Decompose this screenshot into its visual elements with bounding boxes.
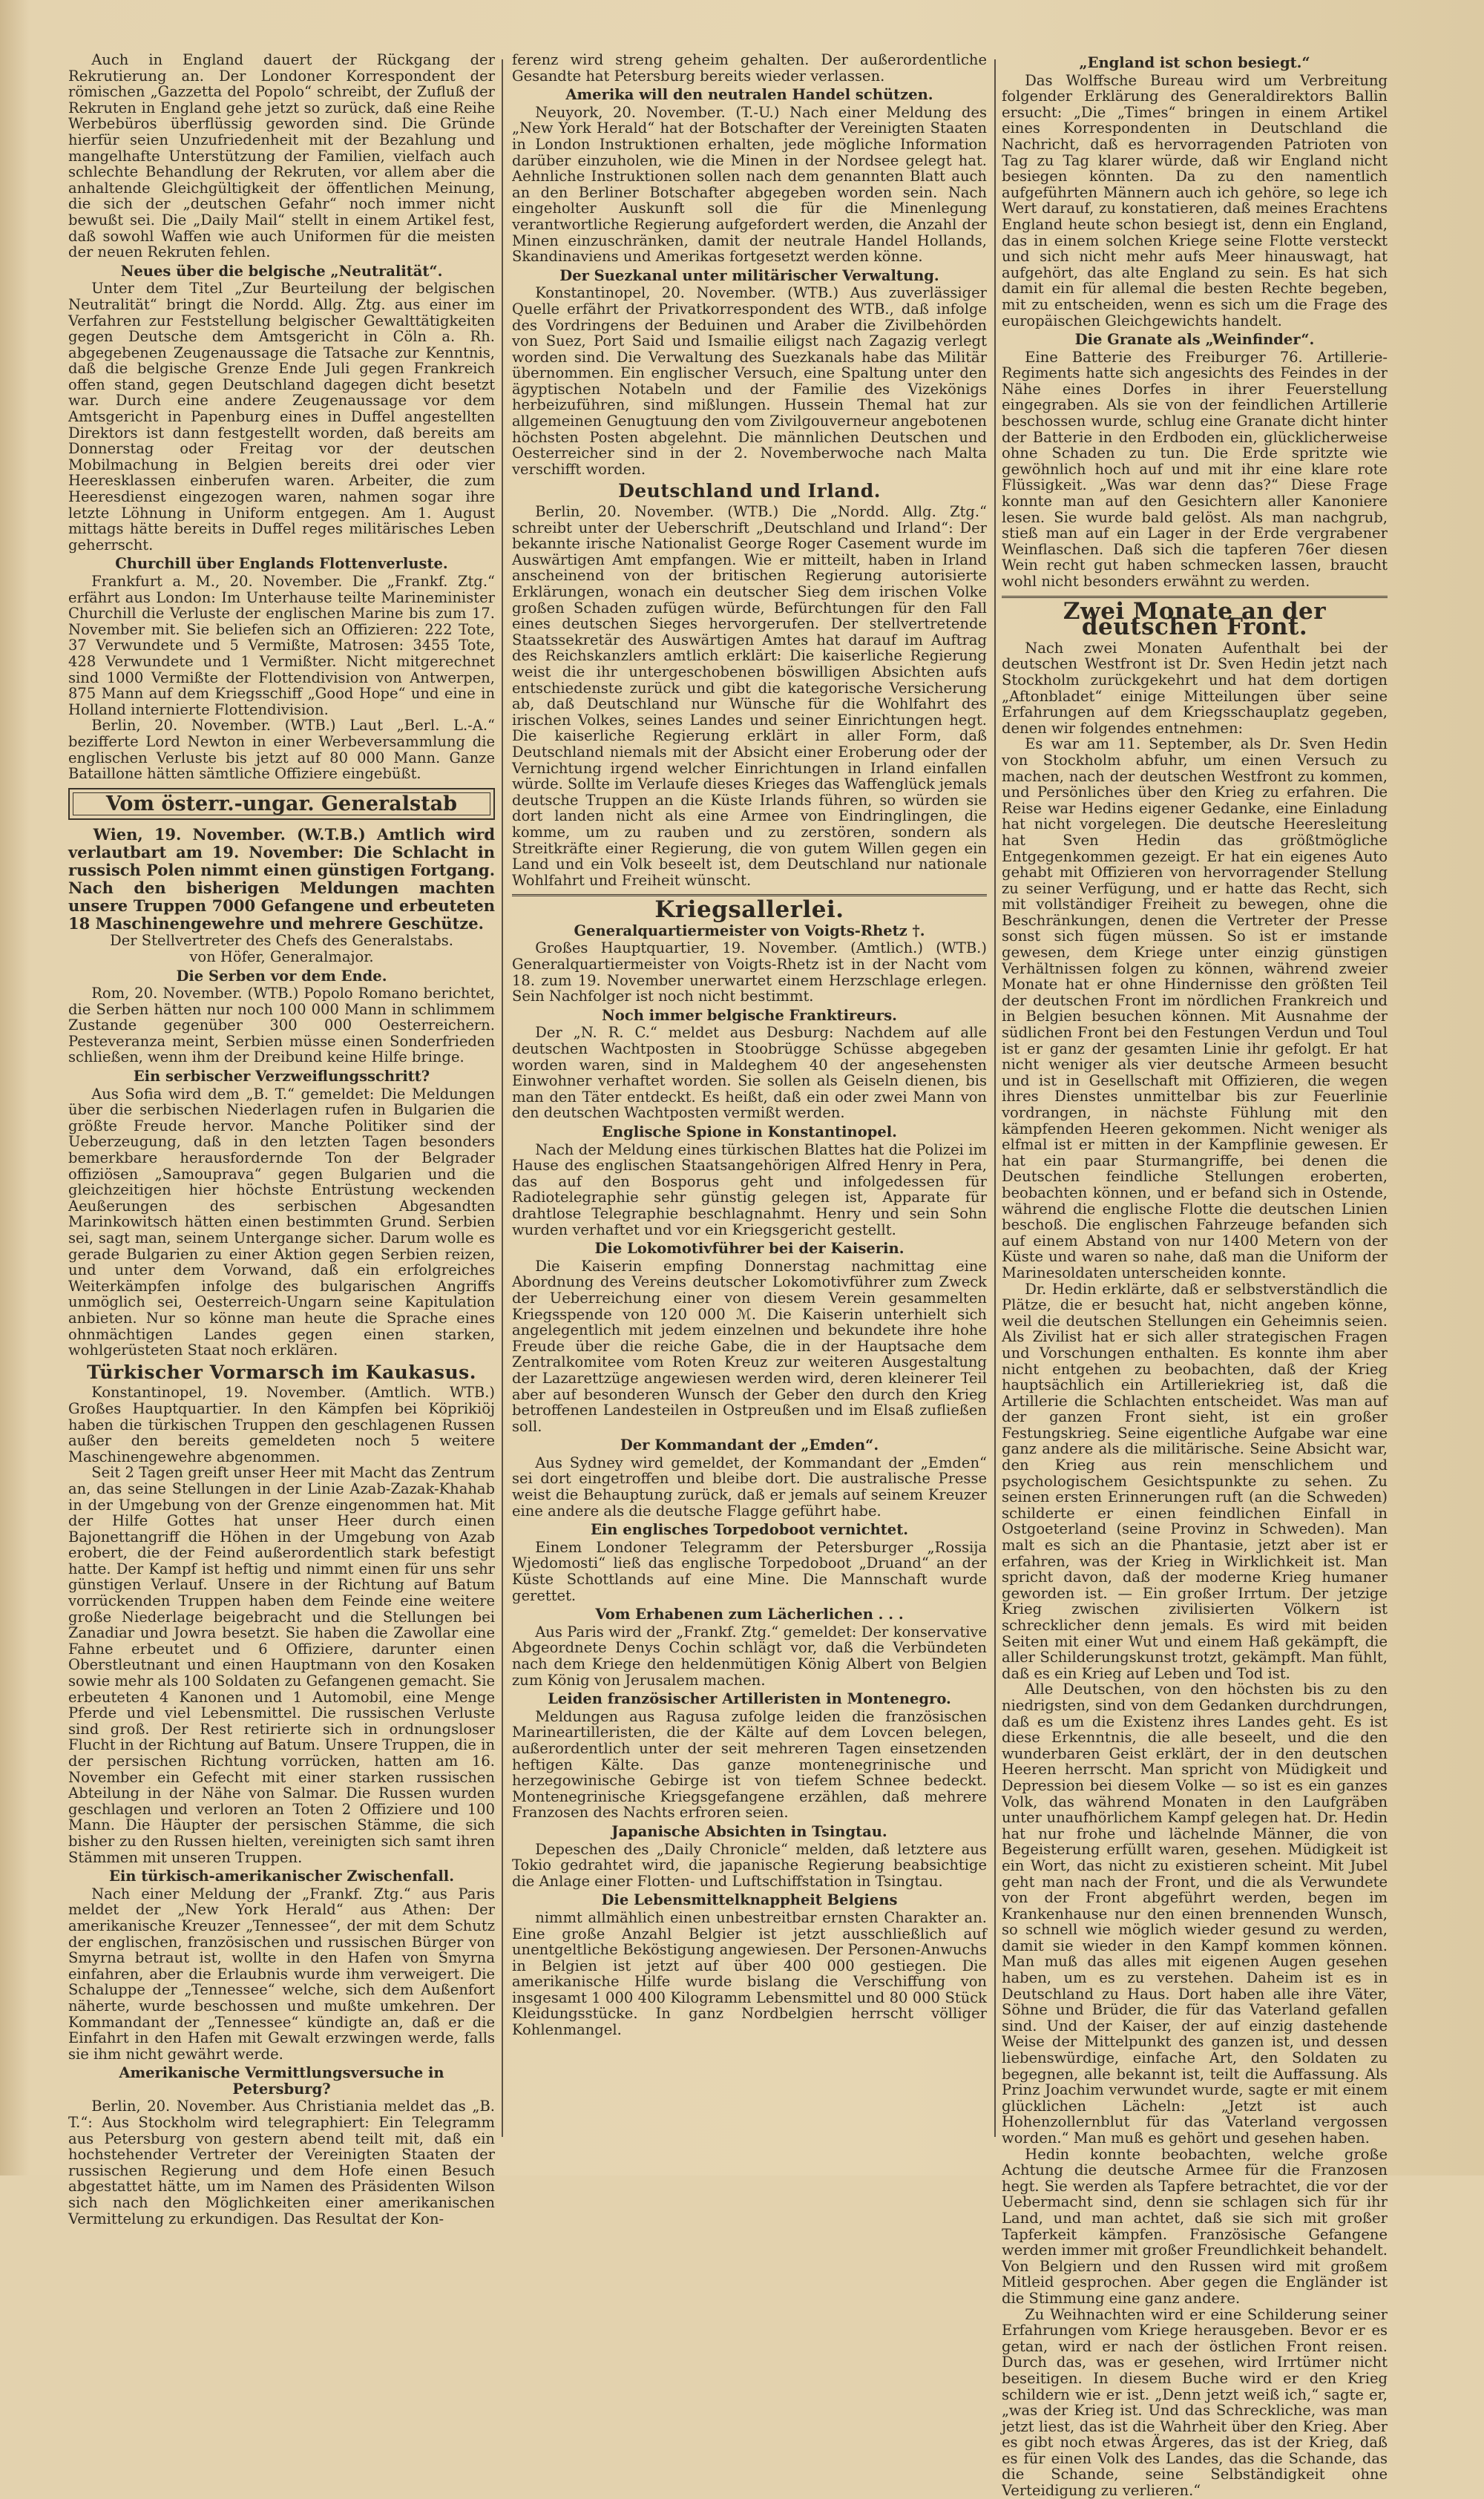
article-besiegt: Das Wolffsche Bureau wird um Verbreitung folgender Erklärung des Generaldirektors Ballin ersucht: „Die „Times“ bringen in einem Artikel eines Korrespondenten in Deutschland die Nachricht, daß es hervorragenden Patrioten von Tag zu Tag klarer würde, daß wir England nicht besiegen könnten. Da zu den namentlich aufgeführten Männern auch ich gehöre, so lege ich Wert darauf, zu konstatieren, daß meines Erachtens England heute schon besiegt ist, denn ein England, das in einem solchen Kriege seine Flotte versteckt und sich nicht mehr aufs Meer hinauswagt, hat aufgehört, das alte England zu sein. Es hat sich damit ein für allemal die besten Rechte begeben, mit zu entscheiden, wenn es sich um die Frage des europäischen Gleichgewichts handelt.: [1002, 71, 1388, 329]
article-erhaben: Aus Paris wird der „Frankf. Ztg.“ gemeldet: Der konservative Abgeordnete Denys Cochin schlägt vor, daß die Verbündeten nach dem Kriege den heldenmütigen König Albert von Belgien zum König von Jerusalem machen.: [512, 1623, 987, 1689]
box-title: Vom österr.-ungar. Generalstab: [73, 792, 490, 816]
heading-voigts: Generalquartiermeister von Voigts-Rhetz †.: [574, 922, 925, 939]
front-paragraph: Dr. Hedin erklärte, daß er selbstverständlich die Plätze, die er besucht hat, nicht angeben könne, weil die deutschen Stellungen ein Geheimnis seien. Als Zivilist hat er sich aller strategischen Fragen und Vorschungen enthalten. Es konnte ihm aber nicht entgehen zu beobachten, daß der Krieg hauptsächlich ein Artilleriekrieg ist, daß die Artillerie die Schlachten entscheidet. Was man auf der ganzen Front sieht, ist ein großer Festungskrieg. Seine eigentliche Aufgabe war eine ganz andere als die militärische. Seine Absicht war, den Krieg aus rein menschlichem und psychologischem Gesichtspunkte zu sehen. Zu seinen ersten Erinnerungen ruft (an die Schweden) schilderte er einen feindlichen Einfall in Ostgoeterland (seine Provinz in Schweden). Man malt es sich an die Phantasie, jetzt aber ist er erfahren, was der Krieg in Wirklichkeit ist. Man spricht davon, daß der moderne Krieg humaner geworden ist. — Ein großer Irrtum. Der jetzige Krieg zwischen zivilisierten Völkern ist schrecklicher denn jemals. Es wird mit beiden Seiten mit einer Wut und einem Haß gekämpft, die aller Schilderungskunst trotzt, gekämpft. Man fühlt, daß es ein Krieg auf Leben und Tod ist.: [1002, 1280, 1388, 1682]
heading-torpedo: Ein englisches Torpedoboot vernichtet.: [590, 1521, 908, 1539]
front-paragraph: Alle Deutschen, von den höchsten bis zu den niedrigsten, sind von dem Gedanken durchdrungen, daß es um die Existenz ihres Landes geht. Es ist diese Erkenntnis, die alle beseelt, und die den wunderbaren Geist erklärt, der in den deutschen Heeren herrscht. Man spricht von Müdigkeit und Depression bei diesem Volke — so ist es ein ganzes Volk, das während Monaten in den Laufgräben unter unaufhörlichem Kampf gelegen hat. Dr. Hedin hat nur frohe und lächelnde Männer, die von Begeisterung erfüllt waren, gesehen. Müdigkeit ist ein Wort, das nicht zu existieren scheint. Mit Jubel geht man nach der Front, und die als Verwundete von der Front abgeführt werden, begen im Krankenhause nur den einen brennenden Wunsch, so schnell wie möglich wieder gesund zu werden, damit sie wieder in den Kampf kommen können. Man muß das alles mit eigenen Augen gesehen haben, um es zu verstehen. Daheim ist es in Deutschland zu Haus. Dort haben alle ihre Väter, Söhne und Brüder, die für das Vaterland gefallen sind. Und der Kaiser, der auf einzig dastehende Weise der Mittelpunkt des ganzen ist, und dessen liebenswürdige, einfache Art, den Soldaten zu begegnen, alle bekannt ist, teilt die Auffassung. Als Prinz Joachim verwundet wurde, sagte er mit einem glücklichen Lächeln: „Jetzt ist auch Hohenzollernblut für das Vaterland vergossen worden.“ Man muß es gehört und gesehen haben.: [1002, 1681, 1388, 2147]
boxed-heading: [68, 788, 495, 821]
heading-zwischenfall: Ein türkisch-amerikanischer Zwischenfall.: [109, 1868, 454, 1885]
article-vermittlung: Berlin, 20. November. Aus Christiania meldet das „B. T.“: Aus Stockholm wird telegraphiert: Ein Telegramm aus Petersburg von gestern abend teilt mit, daß ein hochstehender Vertreter der Vereinigten Staaten der russischen Regierung und dem Hofe einen Besuch abgestattet hätte, um im Namen des Präsidenten Wilson sich nach den Möglichkeiten einer amerikanischen Vermittelung zu erkundigen. Das Resultat der Kon-: [68, 2098, 495, 2227]
column-3: [1002, 52, 1388, 2499]
article-montenegro: Meldungen aus Ragusa zufolge leiden die französischen Marineartilleristen, die der Kälte auf dem Lovcen belegen, außerordentlich unter der seit mehreren Tagen einsetzenden heftigen Kälte. Das ganze montenegrinische und herzegowinische Gebirge ist von tiefem Schnee bedeckt. Montenegrinische Kriegsgefangene erzählen, daß mehrere Franzosen des Nachts erfroren seien.: [512, 1707, 987, 1822]
heading-irland: Deutschland und Irland.: [618, 480, 881, 502]
article-neutrality: Unter dem Titel „Zur Beurteilung der belgischen Neutralität“ bringt die Nordd. Allg. Ztg. aus einer im Verfahren zur Feststellung belgischer Gewalttätigkeiten gegen Deutsche dem Amtsgericht in Cöln a. Rh. abgegebenen Zeugenaussage die Tatsache zur Kenntnis, daß die belgische Grenze Ende Juli gegen Frankreich offen stand, gegen Deutschland dagegen dicht besetzt war. Durch eine andere Zeugenaussage vor dem Amtsgericht in Papenburg eines in Duffel angestellten Direktors ist dann festgestellt worden, daß bereits am Donnerstag oder Freitag vor der deutschen Mobilmachung in Belgien bereits drei oder vier Heeresklassen einberufen waren. Arbeiter, die zum Heeresdienst eingezogen waren, nahmen sogar ihre letzte Löhnung in Uniform entgegen. Am 1. August mittags hätte bereits in Duffel reges militärisches Leben geherrscht.: [68, 280, 495, 554]
article-zwischenfall: Nach einer Meldung der „Frankf. Ztg.“ aus Paris meldet der „New York Herald“ aus Athen: Der amerikanische Kreuzer „Tennessee“, der mit dem Schutz der englischen, französischen und russischen Bürger von Smyrna betraut ist, wollte in den Hafen von Smyrna einfahren, aber die Erlaubnis wurde ihm verweigert. Die Schaluppe der „Tennessee“ welche, sich dem Außenfort näherte, wurde beschossen und mußte umkehren. Der Kommandant der „Tennessee“ kündigte an, daß er die Einfahrt in den Hafen mit Gewalt erzwingen werde, falls sie ihm nicht gewährt werde.: [68, 1885, 495, 2063]
heading-handel: Amerika will den neutralen Handel schützen.: [565, 86, 933, 104]
heading-vermittlung: Amerikanische Vermittlungsversuche in Petersburg?: [119, 2064, 444, 2098]
article-voigts: Großes Hauptquartier, 19. November. (Amtlich.) (WTB.) Generalquartiermeister von Voigts-Rhetz ist in der Nacht vom 18. zum 19. November unerwartet einem Herzschlage erlegen. Sein Nachfolger ist noch nicht bestimmt.: [512, 939, 987, 1005]
article-torpedo: Einem Londoner Telegramm der Petersburger „Rossija Wjedomosti“ ließ das englische Torpedoboot „Druand“ an der Küste Schottlands auf eine Mine. Die Mannschaft wurde gerettet.: [512, 1538, 987, 1604]
column-divider: [502, 59, 503, 2137]
article-generalstab: Wien, 19. November. (W.T.B.) Amtlich wird verlautbart am 19. November: Die Schlacht in russisch Polen nimmt einen günstigen Fortgang. Nach den bisherigen Meldungen machten unsere Truppen 7000 Gefangene und erbeuteten 18 Maschinengewehre und mehrere Geschütze.: [68, 825, 495, 933]
front-paragraph: Zu Weihnachten wird er eine Schilderung seiner Erfahrungen vom Kriege herausgeben. Bevor er es getan, wird er nach der östlichen Front reisen. Durch das, was er gesehen, wird Irrtümer nicht beseitigen. In diesem Buche wird er den Krieg schildern wie er ist. „Denn jetzt weiß ich,“ sagte er, „was der Krieg ist. Und das Schreckliche, was man jetzt liest, das ist die Wahrheit über den Krieg. Aber es gibt noch etwas Ärgeres, das ist der Krieg, daß es für einen Volk des Landes, das die Schande, das die Schande, seine Selbständigkeit ohne Verteidigung zu verlieren.“: [1002, 2305, 1388, 2499]
heading-erhaben: Vom Erhabenen zum Lächerlichen . . .: [595, 1606, 904, 1623]
heading-kriegsallerlei: Kriegsallerlei.: [654, 896, 844, 924]
heading-belgien: Die Lebensmittelknappheit Belgiens: [601, 1891, 898, 1909]
front-paragraph: Nach zwei Monaten Aufenthalt bei der deutschen Westfront ist Dr. Sven Hedin jetzt nach Stockholm zurückgekehrt und hat dem dortigen „Aftonbladet“ einige Mitteilungen über seine Erfahrungen auf dem Kriegsschauplatz gegeben, denen wir folgendes entnehmen:: [1002, 639, 1388, 737]
column-divider: [994, 59, 996, 2137]
article-bulgar: Aus Sofia wird dem „B. T.“ gemeldet: Die Meldungen über die serbischen Niederlagen rufen in Bulgarien die größte Freude hervor. Manche Politiker sind der Ueberzeugung, daß in den letzten Tagen besonders bemerkbare herausfordernde Ton der Belgrader offiziösen „Samouprava“ gegen Bulgarien und die gleichzeitigen hier höchste Entrüstung weckenden Aeußerungen des serbischen Abgesandten Marinkowitsch hätten einen bestimmten Grund. Serbien sei, sagt man, seinem Untergange sicher. Darum wolle es gerade Bulgarien zu einer Aktion gegen Serbien reizen, und unter dem Vorwand, daß ein erfolgreiches Weiterkämpfen infolge des bulgarischen Angriffs unmöglich sei, Oesterreich-Ungarn seine Kapitulation anbieten. Nur so könne man heute die Sprache eines ohnmächtigen Landes gegen einen starken, wohlgerüsteten Staat noch erklären.: [68, 1085, 495, 1359]
heading-spione: Englische Spione in Konstantinopel.: [602, 1123, 897, 1140]
heading-granate: Die Granate als „Weinfinder“.: [1074, 331, 1315, 349]
article-serben: Rom, 20. November. (WTB.) Popolo Romano berichtet, die Serben hätten nur noch 100 000 Mann in schlimmem Zustande gegenüber 300 000 Oesterreichern. Pesteveranza meint, Serbien müsse einen Sonderfrieden schließen, wenn ihm der Dreibund keine Hilfe bringe.: [68, 985, 495, 1066]
heading-churchill: Churchill über Englands Flottenverluste.: [115, 555, 448, 573]
article-granate: Eine Batterie des Freiburger 76. Artillerie-Regiments hatte sich angesichts des Feindes in der Nähe eines Dorfes in ihrer Feuerstellung eingegraben. Als sie von der feindlichen Artillerie beschossen wurde, schlug eine Granate dicht hinter der Batterie in den Erdboden ein, glücklicherweise ohne Schaden zu tun. Die Erde spritzte wie gewöhnlich hoch auf und mit ihr eine klare rote Flüssigkeit. „Was war denn das?“ Diese Frage konnte man auf den Gesichtern aller Kanoniere lesen. Sie wurde bald gelöst. Als man nachgrub, stieß man auf ein Lager in der Erde vergrabener Weinflaschen. Daß sich die tapferen 76er diesen Wein recht gut haben schmecken lassen, braucht wohl nicht besonders erwähnt zu werden.: [1002, 348, 1388, 590]
article-continuation: ferenz wird streng geheim gehalten. Der außerordentliche Gesandte hat Petersburg bereits wieder verlassen.: [512, 51, 987, 85]
article-newton: Berlin, 20. November. (WTB.) Laut „Berl. L.-A.“ bezifferte Lord Newton in einer Werbeversammlung die englischen Verluste bis jetzt auf 80 000 Mann. Ganze Bataillone hätten sämtliche Offiziere eingebüßt.: [68, 717, 495, 783]
article-spione: Nach der Meldung eines türkischen Blattes hat die Polizei im Hause des englischen Staatsangehörigen Alfred Henry in Pera, das auf den Bosporus geht und infolgedessen für Radiotelegraphie sehr günstig gelegen ist, Apparate für drahtlose Telegraphie beschlagnahmt. Henry und sein Sohn wurden verhaftet und vor ein Kriegsgericht gestellt.: [512, 1140, 987, 1238]
article-recruiting: Auch in England dauert der Rückgang der Rekrutierung an. Der Londoner Korrespondent der römischen „Gazzetta del Popolo“ schreibt, der Zufluß der Rekruten in England gehe jetzt so zurück, daß eine Reihe Werbebüros überflüssig geworden sind. Die Gründe hierfür seien Unzufriedenheit mit der Bezahlung und mangelhafte Unterstützung der Familien, vielfach auch schlechte Behandlung der Rekruten, vor allem aber die anhaltende Gleichgültigkeit der öffentlichen Meinung, die sich der „deutschen Gefahr“ noch immer nicht bewußt sei. Die „Daily Mail“ stellt in einem Artikel fest, daß sowohl Waffen wie auch Uniformen für die meisten der neuen Rekruten fehlen.: [68, 51, 495, 261]
article-tsingtau: Depeschen des „Daily Chronicle“ melden, daß letztere aus Tokio gedrahtet wird, die japanische Regierung beabsichtige die Anlage einer Flotten- und Luftschiffstation in Tsingtau.: [512, 1840, 987, 1890]
heading-besiegt: „England ist schon besiegt.“: [1079, 54, 1310, 71]
heading-front: Zwei Monate an der deutschen Front.: [1063, 597, 1327, 641]
article-emden: Aus Sydney wird gemeldet, der Kommandant der „Emden“ sei dort eingetroffen und bleibe dort. Die australische Presse weist die Behauptung zurück, daß er jemals auf seinem Kreuzer eine andere als die deutsche Flagge geführt habe.: [512, 1454, 987, 1520]
signature-line-2: von Höfer, Generalmajor.: [189, 948, 374, 965]
article-kaukasus-1: Konstantinopel, 19. November. (Amtlich. WTB.) Großes Hauptquartier. In den Kämpfen bei Köprikiöj haben die türkischen Truppen den geschlagenen Russen außer den bereits gemeldeten noch 5 weitere Maschinengewehre abgenommen.: [68, 1384, 495, 1465]
heading-bulgar: Ein serbischer Verzweiflungsschritt?: [133, 1068, 430, 1086]
heading-lokomotiv: Die Lokomotivführer bei der Kaiserin.: [594, 1240, 904, 1258]
heading-suez: Der Suezkanal unter militärischer Verwaltung.: [559, 266, 939, 284]
article-kaukasus-2: Seit 2 Tagen greift unser Heer mit Macht das Zentrum an, das seine Stellungen in der Linie Azab-Zazak-Khahab in der Umgebung von der Grenze eingenommen hat. Mit der Hilfe Gottes hat unser Heer durch einen Bajonettangriff die Höhen in der Umgebung von Azab erobert, die der Feind außerordentlich stark befestigt hatte. Der Kampf ist heftig und nimmt einen für uns sehr günstigen Verlauf. Unsere in der Richtung auf Batum vorrückenden Truppen haben dem Feinde eine weitere große Niederlage beigebracht und die Stellungen bei Zanadiar und Jowra besetzt. Sie haben die Zawollar eine Fahne erbeutet und 6 Offiziere, darunter einen Oberstleutnant und einen Hauptmann von den Kosaken sowie mehr als 100 Soldaten zu Gefangenen gemacht. Sie erbeuteten 4 Kanonen und 1 Automobil, eine Menge Pferde und viel Lebensmittel. Die russischen Verluste sind groß. Der Rest retirierte sich in ordnungsloser Flucht in der Richtung auf Batum. Unsere Truppen, die in der persischen Richtung vorrücken, hatten am 16. November ein Gefecht mit einer starken russischen Abteilung in der Nähe von Salmar. Die Russen wurden geschlagen und verloren an Toten 2 Offiziere und 100 Mann. Die Häupter der persischen Stämme, die sich bisher zu den Russen hielten, vereinigten sich samt ihren Stämmen mit unseren Truppen.: [68, 1464, 496, 1866]
heading-emden: Der Kommandant der „Emden“.: [620, 1436, 879, 1454]
article-handel: Neuyork, 20. November. (T.-U.) Nach einer Meldung des „New York Herald“ hat der Botschafter der Vereinigten Staaten in London Instruktionen erhalten, jede mögliche Information darüber einzuholen, wie die Minen in der Nordsee gelegt hat. Aehnliche Instruktionen sollen nach dem genannten Blatt auch an den Berliner Botschafter abgegeben worden sein. Nach eingeholter Auskunft soll die für die Minenlegung verantwortliche Regierung aufgefordert werden, die Anzahl der Minen einzuschränken, damit der neutrale Handel Hollands, Skandinaviens und Amerikas fortgesetzt werden könne.: [512, 103, 987, 266]
front-paragraph: Hedin konnte beobachten, welche große Achtung die deutsche Armee für die Franzosen hegt. Sie werden als Tapfere betrachtet, die vor der Uebermacht sind, denn sie schlagen sich für ihr Land, und man achtet, daß sie sich mit großer Tapferkeit kämpfen. Französische Gefangene werden immer mit großer Freundlichkeit behandelt. Von Belgiern und den Russen wird mit großem Mitleid gesprochen. Aber gegen die Engländer ist die Stimmung eine ganz andere.: [1002, 2145, 1388, 2307]
article-irland: Berlin, 20. November. (WTB.) Die „Nordd. Allg. Ztg.“ schreibt unter der Ueberschrift „Deutschland und Irland“: Der bekannte irische Nationalist George Roger Casement wurde im Auswärtigen Amt empfangen. Wie er mitteilt, haben in Irland anscheinend von der britischen Regierung autorisierte Erklärungen, wonach ein deutscher Sieg dem irischen Volke großen Schaden zufügen würde, Befürchtungen für den Fall eines deutschen Sieges hervorgerufen. Der stellvertretende Staatssekretär des Auswärtigen Amtes hat darauf im Auftrag des Reichskanzlers amtlich erklärt: Die kaiserliche Regierung weist die ihr untergeschobenen böswilligen Absichten aufs entschiedenste zurück und gibt die kategorische Versicherung ab, daß Deutschland nur Wünsche für die Wohlfahrt des irischen Volkes, seines Landes und seiner Einrichtungen hegt. Die kaiserliche Regierung erklärt in aller Form, daß Deutschland niemals mit der Absicht einer Eroberung oder der Vernichtung irgend welcher Einrichtungen in Irland einfallen würde. Sollte im Verlaufe dieses Krieges das Waffenglück jemals deutsche Truppen an die Küste Irlands führen, so würden sie dort landen nicht als eine Armee von Eindringlingen, die komme, um zu rauben und zu zerstören, sondern als Streitkräfte einer Regierung, die von gutem Willen gegen ein Land und ein Volk beseelt ist, dem Deutschland nur nationale Wohlfahrt und Freiheit wünscht.: [512, 503, 987, 889]
article-suez: Konstantinopel, 20. November. (WTB.) Aus zuverlässiger Quelle erfährt der Privatkorrespondent des WTB., daß infolge des Vordringens der Beduinen und Araber die Zivilbehörden von Suez, Port Said und Ismailie eiligst nach Zagazig verlegt worden sind. Die Verwaltung des Suezkanals habe das Militär übernommen. Ein englischer Versuch, eine Spaltung unter den ägyptischen Notabeln und der Familie des Vizekönigs herbeizuführen, sind mißlungen. Hussein Themal hat zur allgemeinen Genugtuung den vom Zivilgouverneur angebotenen höchsten Posten abgelehnt. Die männlichen Deutschen und Oesterreicher sind in der 2. Novemberwoche nach Malta verschifft worden.: [512, 284, 987, 478]
heading-kaukasus: Türkischer Vormarsch im Kaukasus.: [87, 1361, 476, 1383]
article-belgien: nimmt allmählich einen unbestreitbar ernsten Charakter an. Eine große Anzahl Belgier ist jetzt ausschließlich auf unentgeltliche Beköstigung angewiesen. Der Personen-Anwuchs in Belgien ist jetzt auf über 400 000 gestiegen. Die amerikanische Hilfe wurde bislang die Verschiffung von insgesamt 1 000 400 Kilogramm Lebensmittel und 80 000 Stück Kleidungsstücke. In ganz Nordbelgien herrscht völliger Kohlenmangel.: [512, 1908, 987, 2039]
column-2: [512, 52, 987, 2038]
heading-franktireurs: Noch immer belgische Franktireurs.: [602, 1006, 897, 1024]
heading-tsingtau: Japanische Absichten in Tsingtau.: [611, 1822, 887, 1840]
signature-line-1: Der Stellvertreter des Chefs des Generalstabs.: [110, 932, 453, 950]
article-lokomotiv: Die Kaiserin empfing Donnerstag nachmittag eine Abordnung des Vereins deutscher Lokomotivführer zum Zweck der Ueberreichung einer von diesem Verein gesammelten Kriegsspende von 120 000 ℳ. Die Kaiserin unterhielt sich angelegentlich mit jedem einzelnen und bekundete ihre hohe Freude über die reiche Gabe, die in der Hauptsache dem Zentralkomitee vom Roten Kreuz zur weiteren Ausgestaltung der Lazarettzüge angewiesen werden wird, deren kleinerer Teil aber auf besonderen Wunsch der Geber den durch den Krieg betroffenen Landesteilen in Ostpreußen und im Elsaß zufließen soll.: [512, 1257, 987, 1435]
heading-neutrality: Neues über die belgische „Neutralität“.: [120, 262, 443, 280]
heading-serben: Die Serben vor dem Ende.: [176, 967, 387, 985]
article-franktireurs: Der „N. R. C.“ meldet aus Desburg: Nachdem auf alle deutschen Wachtposten in Stoobrügge Schüsse abgegeben worden waren, sind in Maldeghem 40 der angesehensten Einwohner verhaftet worden. Sie sollen als Geiseln dienen, bis man den Täter entdeckt. Es heißt, daß ein oder zwei Mann von den deutschen Wachtposten vermißt werden.: [512, 1024, 987, 1122]
column-1: [68, 52, 495, 2227]
heading-montenegro: Leiden französischer Artilleristen in Montenegro.: [548, 1690, 951, 1708]
front-paragraph: Es war am 11. September, als Dr. Sven Hedin von Stockholm abfuhr, um einen Versuch zu machen, nach der deutschen Westfront zu kommen, und Persönliches über den Krieg zu erfahren. Die Reise war Hedins eigener Gedanke, eine Einladung hat nicht vorgelegen. Die deutsche Heeresleitung hat Sven Hedin das größtmögliche Entgegenkommen gezeigt. Er hat ein eigenes Auto gehabt mit Offizieren von hervorragender Stellung zu seiner Verfügung, und er hatte das Recht, sich mit vollständiger Freiheit zu bewegen, ohne die Beschränkungen, denen die Vertreter der Presse sonst sich fügen müssen. So ist er imstande gewesen, dem Kriege unter einzig günstigen Verhältnissen folgen zu können, während zweier Monate hat er ohne Hindernisse den größten Teil der deutschen Front im nördlichen Frankreich und in Belgien besuchen können. Mit Ausnahme der südlichen Front bei den Festungen Verdun und Toul ist er ganz der gesamten Linie ihr gefolgt. Er hat nicht weniger als vier deutsche Armeen besucht und ist in Gesellschaft mit Offizieren, die wegen ihres Dienstes unmittelbar bis zur Feuerlinie vordrangen, in nächste Fühlung mit den kämpfenden Heeren gekommen. Nicht weniger als elfmal ist er mitten in der Kampflinie gewesen. Er hat ein paar Sturmangriffe, bei denen die Deutschen feindliche Stellungen eroberten, beobachten können, und er befand sich in Ostende, während die englische Flotte die deutschen Linien beschoß. Die englischen Fahrzeuge befanden sich auf einem Abstand von nur 1400 Metern von der Küste und waren so nahe, daß man die Uniform der Marinesoldaten unterscheiden konnte.: [1002, 735, 1388, 1281]
article-churchill: Frankfurt a. M., 20. November. Die „Frankf. Ztg.“ erfährt aus London: Im Unterhause teilte Marineminister Churchill die Verluste der englischen Marine bis zum 17. November mit. Sie beliefen sich an Offizieren: 222 Tote, 37 Verwundete und 5 Vermißte, Matrosen: 3455 Tote, 428 Verwundete und 1 Vermißter. Nicht mitgerechnet sind 1000 Vermißte der Flottendivision von Antwerpen, 875 Mann auf dem Kriegsschiff „Good Hope“ und eine in Holland internierte Flottendivision.: [68, 573, 495, 718]
